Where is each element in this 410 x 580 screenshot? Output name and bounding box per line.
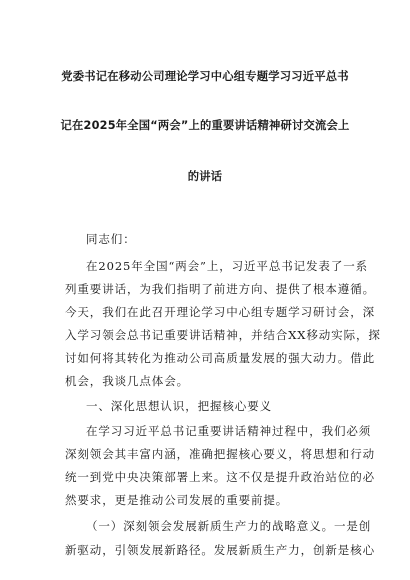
paragraph-1-line-6: 机会，我谈几点体会。 bbox=[65, 374, 189, 388]
paragraph-1-line-2: 列重要讲话，为我们指明了前进方向、提供了根本遵循。 bbox=[65, 282, 375, 296]
paragraph-2-line-3: 统一到党中央决策部署上来。这不仅是提升政治站位的必 bbox=[65, 470, 375, 484]
paragraph-1-line-5: 讨如何将其转化为推动公司高质量发展的强大动力。借此 bbox=[65, 351, 375, 365]
section-heading-1: 一、深化思想认识，把握核心要义 bbox=[86, 399, 272, 413]
paragraph-2-line-1: 在学习习近平总书记重要讲话精神过程中，我们必须 bbox=[86, 424, 372, 438]
paragraph-1-line-3: 今天，我们在此召开理论学习中心组专题学习研讨会，深 bbox=[65, 305, 375, 319]
salutation: 同志们： bbox=[86, 232, 136, 246]
title-line-1: 党委书记在移动公司理论学习中心组专题学习习近平总书 bbox=[61, 70, 349, 83]
paragraph-2-line-2: 深刻领会其丰富内涵，准确把握核心要义，将思想和行动 bbox=[65, 447, 375, 461]
title-line-3: 的讲话 bbox=[187, 170, 223, 183]
paragraph-1-line-4: 入学习领会总书记重要讲话精神，并结合XX移动实际，探 bbox=[65, 328, 381, 342]
paragraph-1-line-1: 在2025年全国“两会”上，习近平总书记发表了一系 bbox=[86, 259, 369, 273]
title-line-2: 记在2025年全国“两会”上的重要讲话精神研讨交流会上 bbox=[60, 119, 350, 132]
paragraph-3-line-2: 新驱动，引领发展新路径。发展新质生产力，创新是核心 bbox=[65, 543, 375, 557]
paragraph-3-line-1: （一）深刻领会发展新质生产力的战略意义。一是创 bbox=[86, 519, 372, 533]
paragraph-2-line-4: 然要求，更是推动公司发展的重要前提。 bbox=[65, 493, 289, 507]
